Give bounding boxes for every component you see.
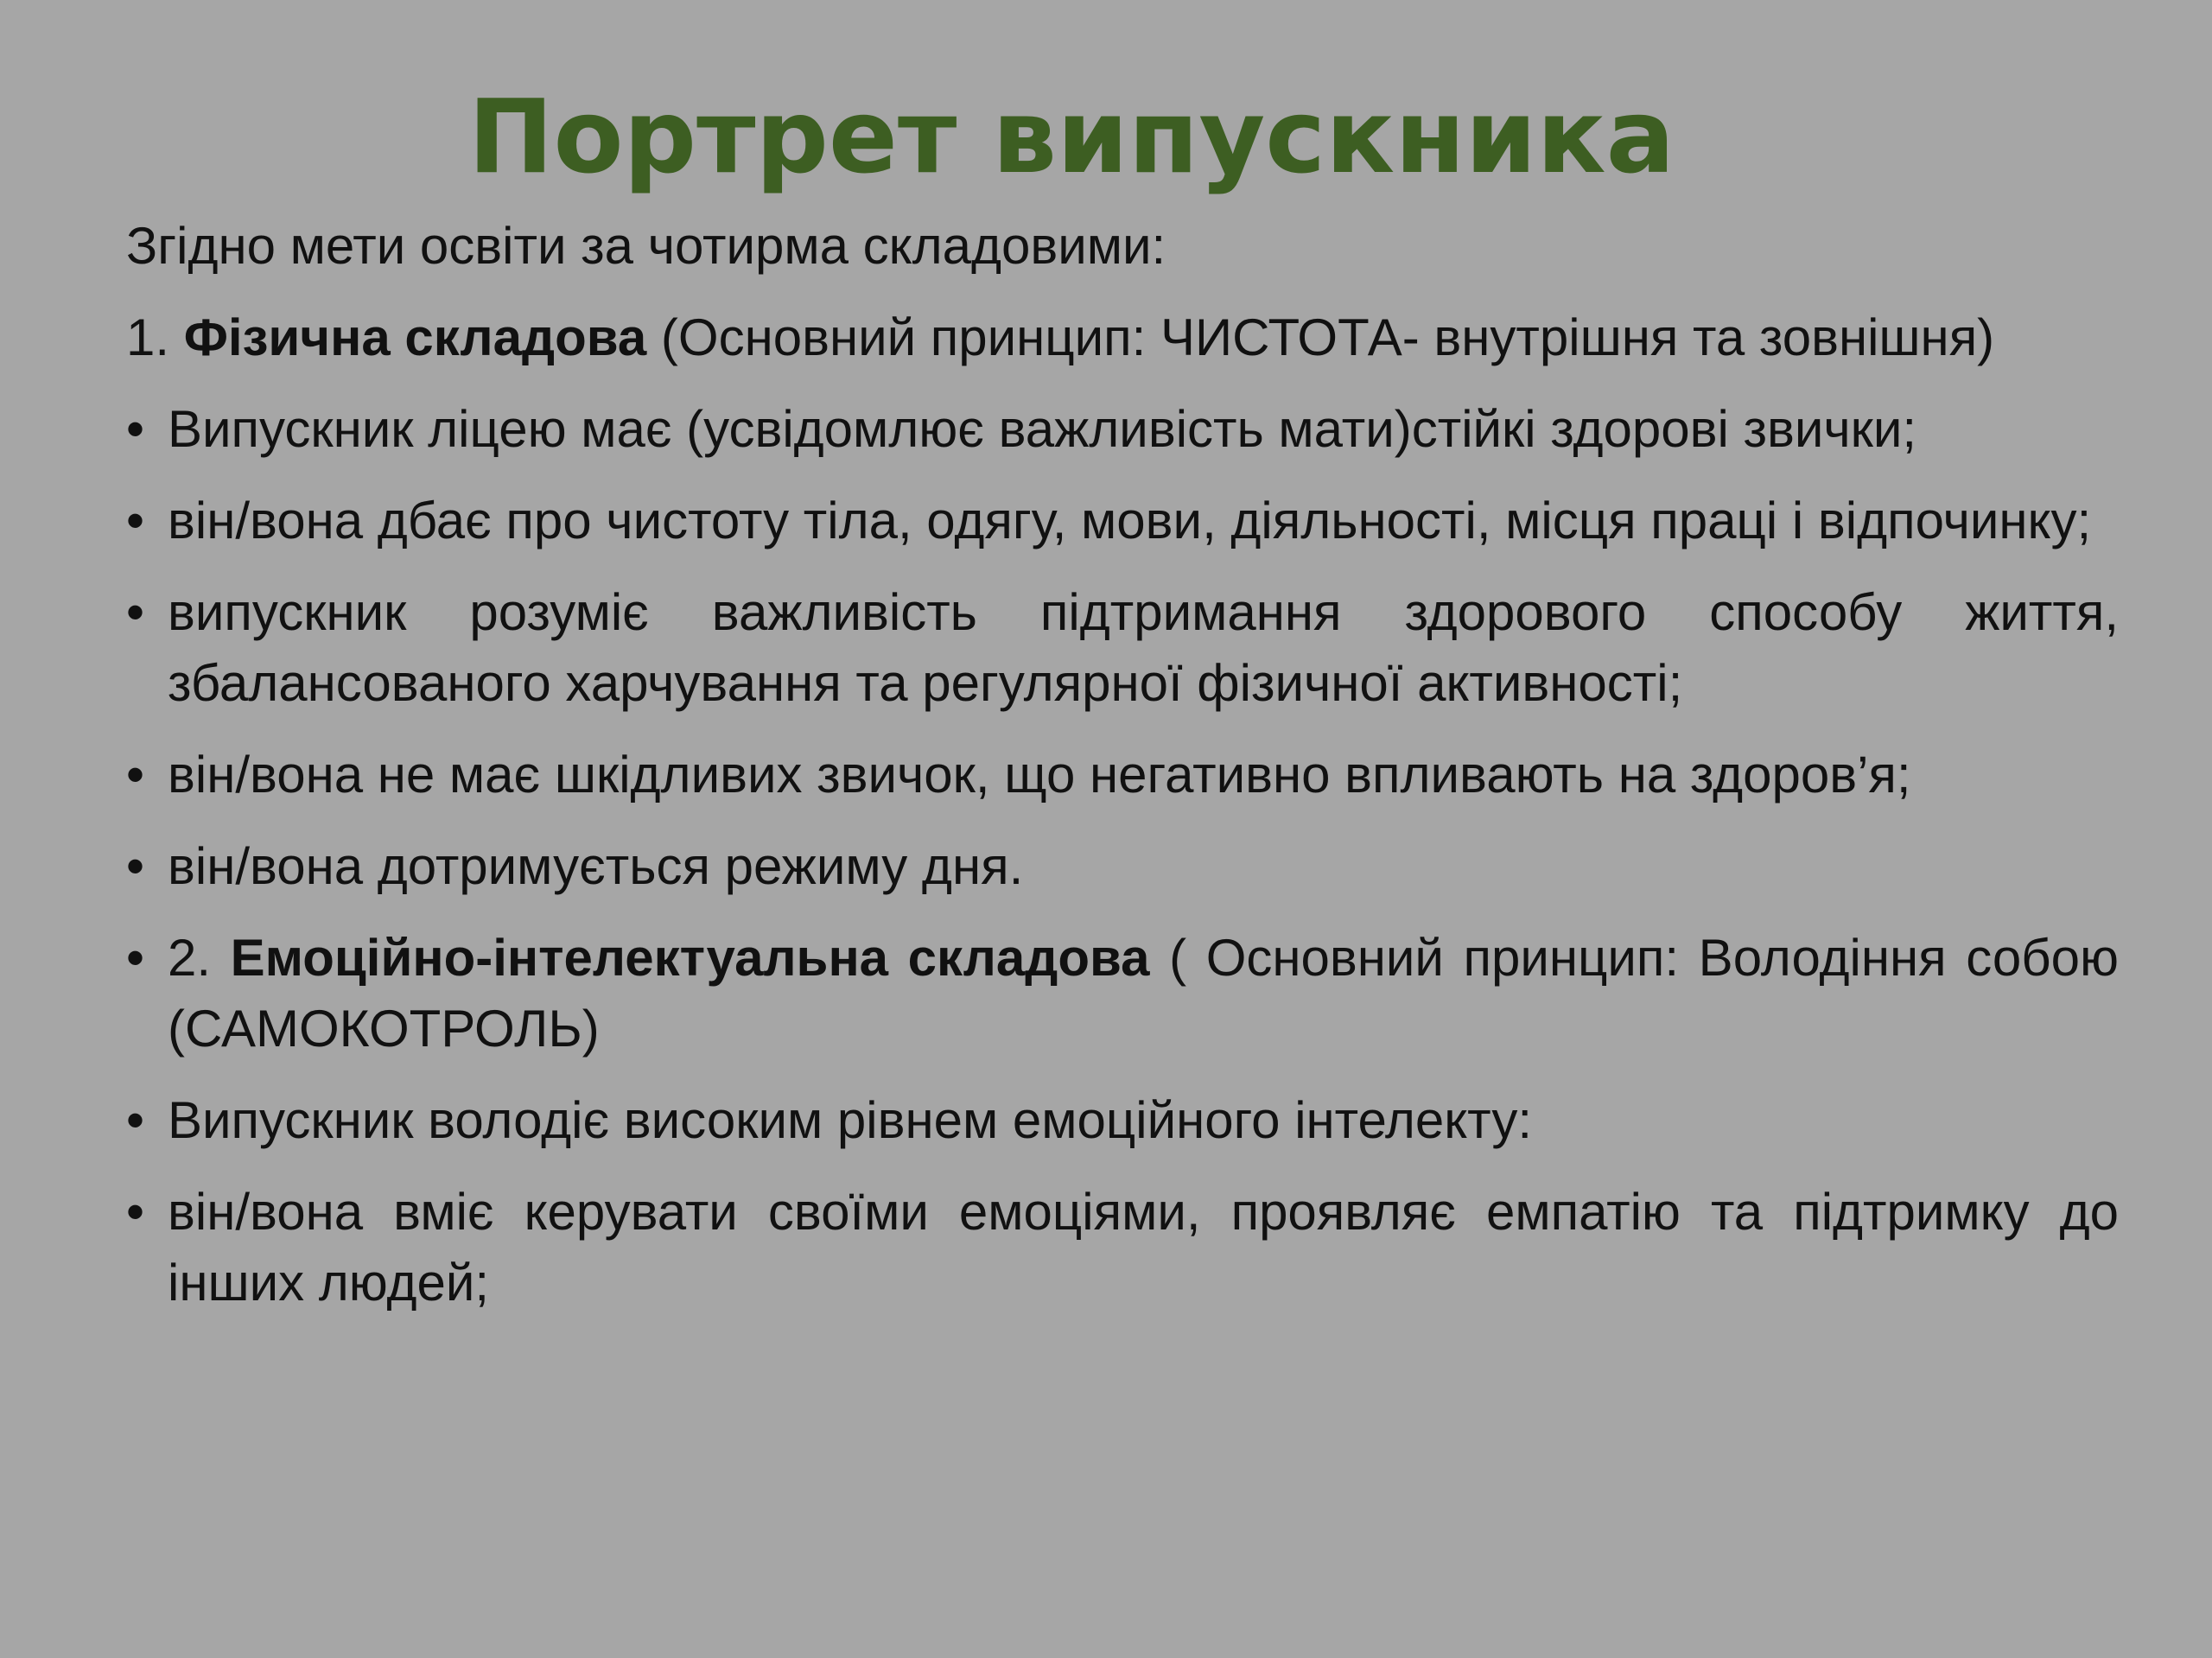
bullet-icon: •: [126, 929, 145, 987]
list-item: [126, 740, 2119, 810]
list-item: [126, 1085, 2119, 1156]
section-1-number: 1.: [126, 308, 170, 366]
bullet-icon: •: [126, 1091, 145, 1149]
section-1-principle: (Основний принцип: ЧИСТОТА- внутрішня та зовнішня): [646, 308, 1995, 366]
bullet-icon: •: [126, 492, 145, 549]
intro-text: Згідно мети освіти за чотирма складовими:: [126, 217, 1166, 275]
slide-title: Портрет випускника: [467, 77, 1675, 196]
list-item: [126, 577, 2119, 719]
section-1-heading: [126, 302, 2119, 373]
bullet-icon: •: [126, 583, 145, 641]
slide-content: [126, 211, 2119, 1339]
bullet-icon: •: [126, 837, 145, 895]
bullet-icon: •: [126, 746, 145, 804]
list-item-text: Випускник ліцею має (усвідомлює важливість мати)стійкі здорові звички;: [168, 400, 1917, 458]
list-item-text: він/вона дотримується режиму дня.: [168, 837, 1024, 895]
section-2-title: Емоційно-інтелектуальна складова: [230, 929, 1150, 987]
list-item: [126, 831, 2119, 902]
section-2-heading: [126, 923, 2119, 1064]
list-item: [126, 486, 2119, 556]
list-item-text: він/вона вміє керувати своїми емоціями, проявляє емпатію та підтримку до інших людей;: [168, 1183, 2119, 1312]
list-item-text: він/вона не має шкідливих звичок, що негативно впливають на здоров’я;: [168, 746, 1911, 804]
bullet-icon: •: [126, 1183, 145, 1241]
list-item-text: Випускник володіє високим рівнем емоційного інтелекту:: [168, 1091, 1532, 1149]
list-item-text: він/вона дбає про чистоту тіла, одягу, мови, діяльності, місця праці і відпочинку;: [168, 492, 2092, 549]
list-item: [126, 394, 2119, 465]
section-1-title: Фізична складова: [183, 308, 647, 366]
bullet-icon: •: [126, 400, 145, 458]
section-2-principle: ( Основний принцип: Володіння собою (САМОКОТРОЛЬ): [168, 929, 2119, 1058]
list-item: [126, 1177, 2119, 1318]
list-item-text: випускник розуміє важливість підтримання здорового способу життя, збалансованого харчування та регулярної фізичної активності;: [168, 583, 2119, 712]
section-2-number: 2.: [168, 929, 231, 987]
